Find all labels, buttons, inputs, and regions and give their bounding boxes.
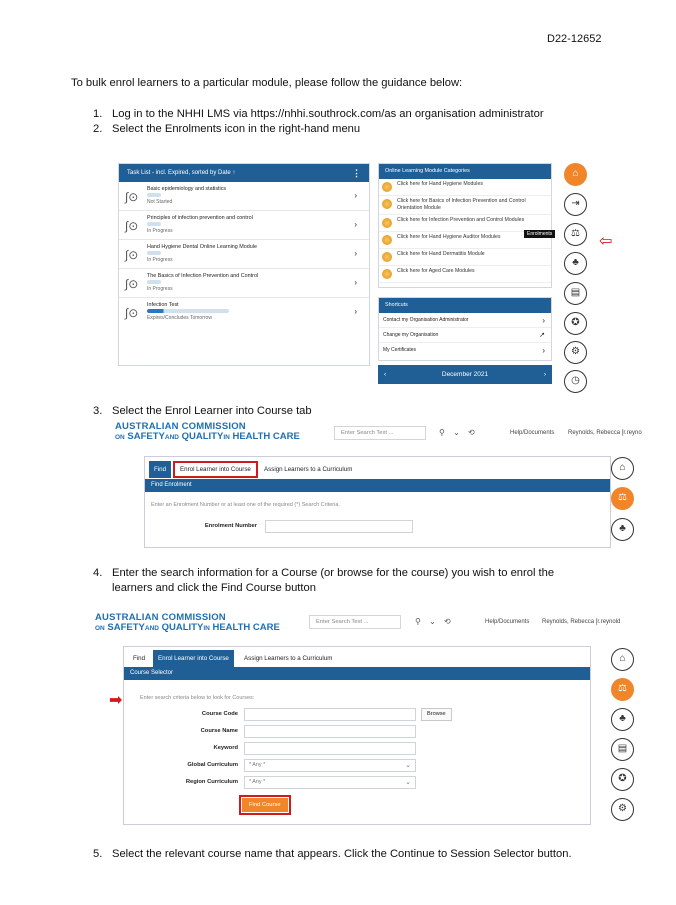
module-logo-icon [382, 252, 392, 262]
step-text: Select the Enrol Learner into Course tab [112, 405, 312, 417]
task-name: Infection Test [147, 302, 179, 308]
more-icon[interactable]: ⋮ [352, 168, 361, 178]
search-input[interactable]: Enter Search Text ... [334, 426, 426, 440]
report-icon[interactable]: ▤ [611, 738, 634, 761]
tab-assign-curriculum[interactable]: Assign Learners to a Curriculum [264, 466, 353, 473]
global-curriculum-select[interactable] [244, 759, 416, 772]
award-icon[interactable]: ✪ [611, 768, 634, 791]
help-documents-link[interactable]: Help/Documents [510, 430, 555, 436]
task-icon: ∫⊙ [125, 248, 139, 262]
logo-line2: ON SAFETYAND QUALITYIN HEALTH CARE [115, 431, 300, 442]
enrolment-number-input[interactable] [265, 520, 413, 533]
task-row[interactable] [119, 240, 369, 269]
find-enrolment-header: Find Enrolment [145, 479, 610, 492]
task-icon: ∫⊙ [125, 306, 139, 320]
module-logo-icon [382, 199, 392, 209]
keyword-label: Keyword [213, 745, 238, 751]
module-categories-panel [378, 163, 552, 288]
select-value: * Any * [249, 779, 266, 785]
task-list-panel [118, 163, 370, 366]
find-course-button[interactable]: Find Course [242, 798, 288, 812]
task-status: In Progress [147, 257, 173, 263]
enrolments-icon[interactable]: ⚖ [564, 223, 587, 246]
task-status: In Progress [147, 228, 173, 234]
global-curriculum-label: Global Curriculum [187, 762, 238, 768]
session-icon[interactable]: ⚙ [611, 798, 634, 821]
calendar-header [378, 365, 552, 384]
tab-enrol-learner[interactable]: Enrol Learner into Course [173, 461, 258, 478]
next-month-icon[interactable]: › [543, 371, 546, 378]
task-list-title: Task List - incl. Expired, sorted by Date ↑ [127, 170, 236, 176]
module-categories-title: Online Learning Module Categories [379, 164, 551, 179]
screenshot-dashboard [118, 163, 613, 390]
chevron-right-icon: › [354, 278, 357, 287]
shortcut-label: Contact my Organisation Administrator [383, 317, 469, 323]
module-category-label: Click here for Aged Care Modules [397, 268, 475, 274]
enrolment-panel [144, 456, 611, 548]
logo-line2: ON SAFETYAND QUALITYIN HEALTH CARE [95, 622, 280, 633]
find-enrolment-hint: Enter an Enrolment Number or at least one of the required (*) Search Criteria. [151, 502, 340, 508]
exit-icon[interactable]: ⇥ [564, 193, 587, 216]
help-documents-link[interactable]: Help/Documents [485, 619, 530, 625]
home-icon[interactable]: ⌂ [564, 163, 587, 186]
user-name[interactable]: Reynolds, Rebecca [r.reynold [542, 619, 621, 625]
task-name: Basic epidemiology and statistics [147, 186, 227, 192]
course-selector-header: Course Selector [124, 667, 590, 680]
course-selector-panel [123, 646, 591, 825]
step-1 [93, 107, 544, 122]
task-row[interactable] [119, 298, 369, 327]
module-category-label: Click here for Infection Prevention and Control Modules [397, 217, 525, 223]
intro-text: To bulk enrol learners to a particular module, please follow the guidance below: [71, 77, 463, 89]
select-value: * Any * [249, 762, 266, 768]
step-number: 1. [93, 108, 103, 120]
step-4 [93, 566, 554, 596]
chevron-right-icon: › [354, 307, 357, 316]
task-row[interactable] [119, 211, 369, 240]
commission-logo [95, 613, 280, 634]
search-icon[interactable]: ⚲ [415, 617, 421, 626]
task-name: Hand Hygiene Dental Online Learning Module [147, 244, 257, 250]
step-number: 5. [93, 848, 103, 860]
step-2 [93, 122, 360, 137]
module-logo-icon [382, 235, 392, 245]
step-3 [93, 404, 312, 419]
keyword-input[interactable] [244, 742, 416, 755]
prev-month-icon[interactable]: ‹ [384, 371, 387, 378]
course-name-label: Course Name [200, 728, 238, 734]
external-link-icon: ↗ [539, 332, 545, 339]
enrolments-tooltip: Enrolments [524, 230, 555, 238]
history-icon[interactable]: ⟲ [444, 617, 451, 626]
screenshot-enrol-tab [115, 421, 675, 551]
region-curriculum-select[interactable] [244, 776, 416, 789]
screenshot-course-selector [95, 610, 676, 830]
shortcuts-title: Shortcuts [379, 298, 551, 313]
user-name[interactable]: Reynolds, Rebecca [r.reyno [568, 430, 642, 436]
module-category-label: Click here for Hand Dermatitis Module [397, 251, 485, 257]
shortcut-my-certificates[interactable] [379, 343, 551, 358]
tab-assign-curriculum[interactable]: Assign Learners to a Curriculum [244, 655, 333, 662]
module-logo-icon [382, 269, 392, 279]
task-status: Expires/Concludes Tomorrow [147, 315, 212, 321]
task-list-header [119, 164, 369, 182]
logo-line1: AUSTRALIAN COMMISSION [95, 612, 226, 623]
shortcut-label: Change my Organisation [383, 332, 439, 338]
org-chart-icon[interactable]: ♣ [611, 518, 634, 541]
course-search-hint: Enter search criteria below to look for Courses: [140, 695, 255, 701]
step-text: Enter the search information for a Course (or browse for the course) you wish to enrol the learners and click the Find Course button [112, 567, 555, 594]
task-row[interactable] [119, 269, 369, 298]
search-icon[interactable]: ⚲ [439, 428, 445, 437]
module-category-label: Click here for Basics of Infection Prevention and Control Orientation Module [397, 198, 526, 211]
browse-button[interactable]: Browse [421, 708, 452, 721]
tab-find[interactable]: Find [133, 655, 146, 662]
clock-icon[interactable]: ◷ [564, 370, 587, 393]
home-icon[interactable]: ⌂ [611, 648, 634, 671]
step-text: Log in to the NHHI LMS via https://nhhi.southrock.com/as an organisation administrator [112, 108, 544, 120]
report-icon[interactable]: ▤ [564, 282, 587, 305]
header-icons [415, 617, 451, 626]
logo-line1: AUSTRALIAN COMMISSION [115, 421, 246, 432]
task-row[interactable] [119, 182, 369, 211]
shortcut-change-organisation[interactable] [379, 328, 551, 343]
module-logo-icon [382, 182, 392, 192]
task-status: In Progress [147, 286, 173, 292]
chevron-right-icon: › [354, 191, 357, 200]
red-arrow-icon: ⇦ [599, 233, 613, 250]
task-progress [147, 309, 229, 313]
module-category-label: Click here for Hand Hygiene Auditor Modules [397, 234, 501, 240]
chevron-down-icon: ⌄ [405, 762, 411, 769]
course-code-label: Course Code [201, 711, 238, 717]
search-input[interactable]: Enter Search Text ... [309, 615, 401, 629]
step-number: 3. [93, 405, 103, 417]
enrolment-number-label: Enrolment Number [204, 523, 257, 529]
chevron-right-icon: › [354, 249, 357, 258]
chevron-down-icon: ⌄ [405, 779, 411, 786]
module-category-label: Click here for Hand Hygiene Modules [397, 181, 483, 187]
task-progress [147, 193, 161, 197]
course-name-input[interactable] [244, 725, 416, 738]
chevron-right-icon: › [542, 316, 545, 325]
chevron-right-icon: › [542, 346, 545, 355]
commission-logo [115, 422, 300, 443]
module-category-item[interactable] [379, 266, 551, 283]
region-curriculum-label: Region Curriculum [185, 779, 238, 785]
task-progress [147, 280, 161, 284]
task-status: Not Started [147, 199, 173, 205]
task-icon: ∫⊙ [125, 277, 139, 291]
module-category-item[interactable] [379, 179, 551, 196]
enrolments-icon[interactable]: ⚖ [611, 678, 634, 701]
task-progress [147, 251, 161, 255]
chevron-right-icon: › [354, 220, 357, 229]
module-category-item[interactable] [379, 249, 551, 266]
chevron-down-icon[interactable]: ⌄ [453, 428, 460, 437]
chevron-down-icon[interactable]: ⌄ [429, 617, 436, 626]
task-name: Principles of infection prevention and control [147, 215, 253, 221]
calendar-month: December 2021 [441, 371, 489, 378]
course-code-input[interactable] [244, 708, 416, 721]
step-5 [93, 847, 572, 862]
red-arrow-icon: ➡ [109, 692, 123, 709]
header-icons [439, 428, 475, 437]
task-progress [147, 222, 161, 226]
home-icon[interactable]: ⌂ [611, 457, 634, 480]
step-text: Select the Enrolments icon in the right-hand menu [112, 123, 361, 135]
task-name: The Basics of Infection Prevention and Control [147, 273, 259, 279]
tab-enrol-learner[interactable]: Enrol Learner into Course [153, 650, 234, 667]
module-logo-icon [382, 218, 392, 228]
session-icon[interactable]: ⚙ [564, 341, 587, 364]
org-chart-icon[interactable]: ♣ [564, 252, 587, 275]
module-category-item[interactable] [379, 196, 551, 215]
step-text: Select the relevant course name that appears. Click the Continue to Session Selector button. [112, 848, 572, 860]
org-chart-icon[interactable]: ♣ [611, 708, 634, 731]
document-id: D22-12652 [547, 33, 602, 45]
step-number: 2. [93, 123, 103, 135]
award-icon[interactable]: ✪ [564, 312, 587, 335]
shortcuts-panel [378, 297, 552, 361]
history-icon[interactable]: ⟲ [468, 428, 475, 437]
shortcut-contact-admin[interactable] [379, 313, 551, 328]
task-icon: ∫⊙ [125, 190, 139, 204]
step-number: 4. [93, 567, 103, 579]
shortcut-label: My Certificates [383, 347, 417, 353]
task-icon: ∫⊙ [125, 219, 139, 233]
tab-find[interactable]: Find [149, 461, 171, 478]
enrolments-icon[interactable]: ⚖ [611, 487, 634, 510]
